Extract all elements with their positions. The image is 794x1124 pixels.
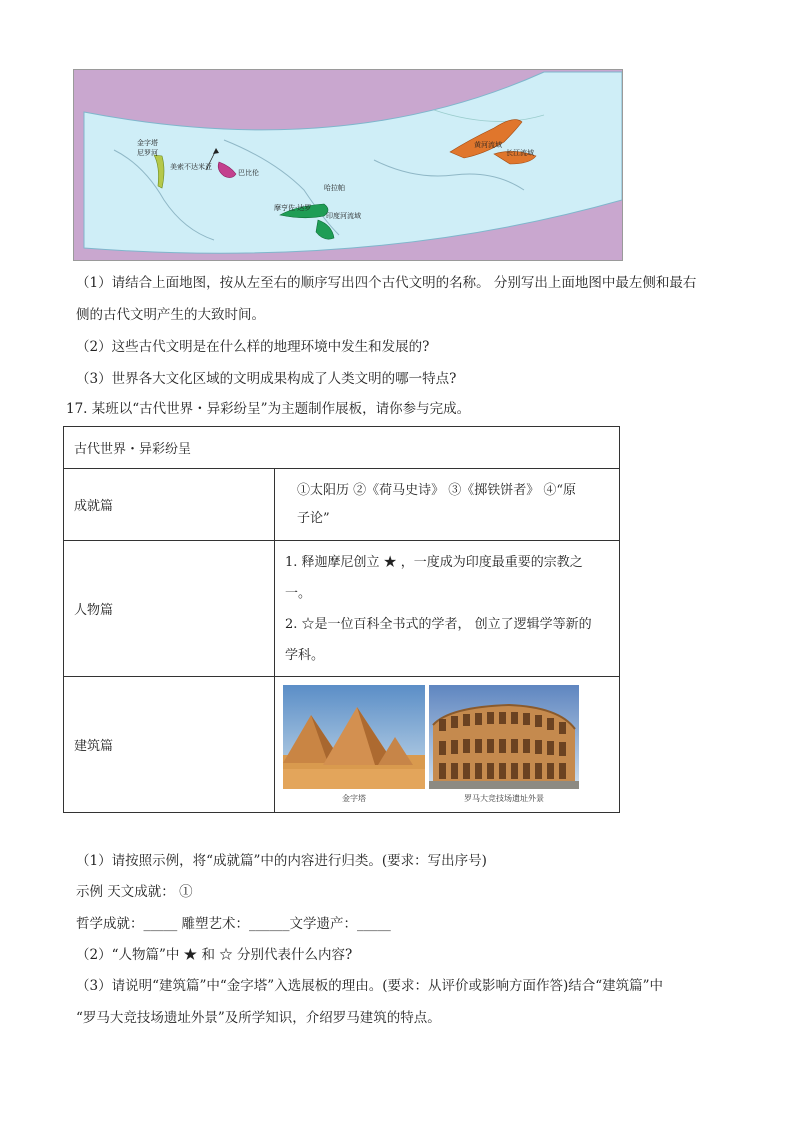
pyramid-caption: 金字塔 [342,794,366,803]
map-label-mohenjo: 摩亨佐·达罗 [274,204,312,212]
colosseum-photo [429,685,579,804]
map-label-niluo: 尼罗河 [137,149,158,157]
people-item-1b: 一。 [285,585,312,601]
map-label-meisuo: 美索不达米亚 [170,163,212,171]
achievement-line-2: 子论” [297,510,330,526]
board-people-label: 人物篇 [64,541,275,677]
colosseum-caption: 罗马大竞技场遗址外景 [464,794,544,803]
board-achievement-content [275,469,620,541]
people-item-2a: 2. ☆是一位百科全书式的学者， 创立了逻辑学等新的 [285,616,592,632]
q16-sub1-line1: （1）请结合上面地图，按从左至右的顺序写出四个古代文明的名称。 分别写出上面地图中最左侧和最右 [76,275,697,291]
board-architecture-label: 建筑篇 [64,677,275,813]
q17-fill-blanks: 哲学成就：_____ 雕塑艺术：______文学遗产：_____ [76,916,391,932]
q16-sub2: （2）这些古代文明是在什么样的地理环境中发生和发展的? [76,339,430,355]
pyramid-image [283,685,425,789]
board-achievement-label: 成就篇 [64,469,275,541]
people-item-1a: 1. 释迦摩尼创立 ★ ，一度成为印度最重要的宗教之 [285,554,583,570]
people-item-2b: 学科。 [285,647,325,663]
q16-sub1-line2: 侧的古代文明产生的大致时间。 [76,307,265,323]
q17-intro: 17. 某班以“古代世界・异彩纷呈”为主题制作展板，请你参与完成。 [66,401,471,417]
board-architecture-content [275,677,620,813]
ancient-civilizations-map [73,69,623,261]
q17-sub3-line2: “罗马大竞技场遗址外景”及所学知识，介绍罗马建筑的特点。 [76,1010,441,1026]
board-people-content [275,541,620,677]
board-title: 古代世界・异彩纷呈 [64,427,620,469]
map-label-indus: 印度河流域 [326,212,361,220]
colosseum-image [429,685,579,789]
map-label-yellow-river: 黄河流域 [474,141,502,149]
q17-sub3-line1: （3）请说明“建筑篇”中“金字塔”入选展板的理由。(要求：从评价或影响方面作答)结合“建筑篇”中 [76,978,664,994]
map-label-yangtze: 长江流域 [506,149,534,157]
q17-sub2: （2）“人物篇”中 ★ 和 ☆ 分别代表什么内容? [76,947,353,963]
q16-sub3: （3）世界各大文化区域的文明成果构成了人类文明的哪一特点? [76,371,457,387]
map-drawing [74,70,622,260]
exhibition-board-table [63,426,620,813]
q17-example: 示例 天文成就： ① [76,884,193,900]
q17-sub1: （1）请按照示例，将“成就篇”中的内容进行归类。(要求：写出序号) [76,853,487,869]
achievement-line-1: ①太阳历 ②《荷马史诗》 ③《掷铁饼者》 ④“原 [297,482,577,498]
pyramid-photo [283,685,425,804]
map-label-jinzita: 金字塔 [137,139,158,147]
map-label-harappa: 哈拉帕 [324,184,345,192]
map-label-babylon: 巴比伦 [238,169,259,177]
